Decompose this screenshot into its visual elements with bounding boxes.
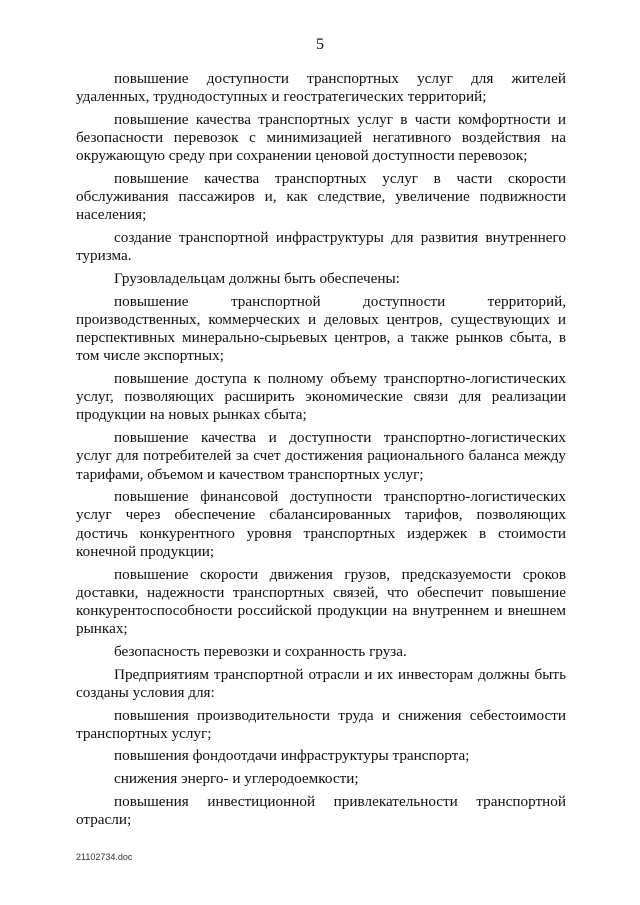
paragraph: повышение доступа к полному объему транспортно-логистических услуг, позволяющих расширить экономические связи для реализации продукции на новых рынках сбыта; <box>76 370 566 424</box>
paragraph: безопасность перевозки и сохранность груза. <box>114 642 407 660</box>
paragraph: повышение доступности транспортных услуг для жителей удаленных, труднодоступных и геостратегических территорий; <box>76 70 566 106</box>
paragraph: Предприятиям транспортной отрасли и их инвесторам должны быть созданы условия для: <box>76 665 566 701</box>
paragraph: повышение качества транспортных услуг в части скорости обслуживания пассажиров и, как следствие, увеличение подвижности населения; <box>76 170 566 224</box>
paragraph: повышение качества и доступности транспортно-логистических услуг для потребителей за счет достижения рационального баланса между тарифами, объемом и качеством транспортных услуг; <box>76 429 566 483</box>
paragraph: повышение скорости движения грузов, предсказуемости сроков доставки, надежности транспортных связей, что обеспечит повышение конкурентоспособности российской продукции на внутреннем и внешнем рынках; <box>76 565 566 638</box>
document-body <box>76 70 566 834</box>
paragraph: повышения производительности труда и снижения себестоимости транспортных услуг; <box>76 706 566 742</box>
paragraph: повышения инвестиционной привлекательности транспортной отрасли; <box>76 792 566 829</box>
paragraph: снижения энерго- и углеродоемкости; <box>114 770 359 788</box>
paragraph: Грузовладельцам должны быть обеспечены: <box>114 270 400 288</box>
footer-filename: 21102734.doc <box>76 852 133 862</box>
paragraph: повышение финансовой доступности транспортно-логистических услуг через обеспечение сбалансированных тарифов, позволяющих достичь конкурентного уровня транспортных издержек в стоимости конечной продукции; <box>76 488 566 560</box>
paragraph: повышение качества транспортных услуг в части комфортности и безопасности перевозок с минимизацией негативного воздействия на окружающую среду при сохранении ценовой доступности перевозок; <box>76 110 566 165</box>
paragraph: повышения фондоотдачи инфраструктуры транспорта; <box>114 747 470 765</box>
paragraph: создание транспортной инфраструктуры для развития внутреннего туризма. <box>76 229 566 265</box>
page-number: 5 <box>316 36 324 53</box>
paragraph: повышение транспортной доступности территорий, производственных, коммерческих и деловых центров, существующих и перспективных минерально-сырьевых центров, а также рынков сбыта, в том числе экспортных; <box>76 292 566 365</box>
